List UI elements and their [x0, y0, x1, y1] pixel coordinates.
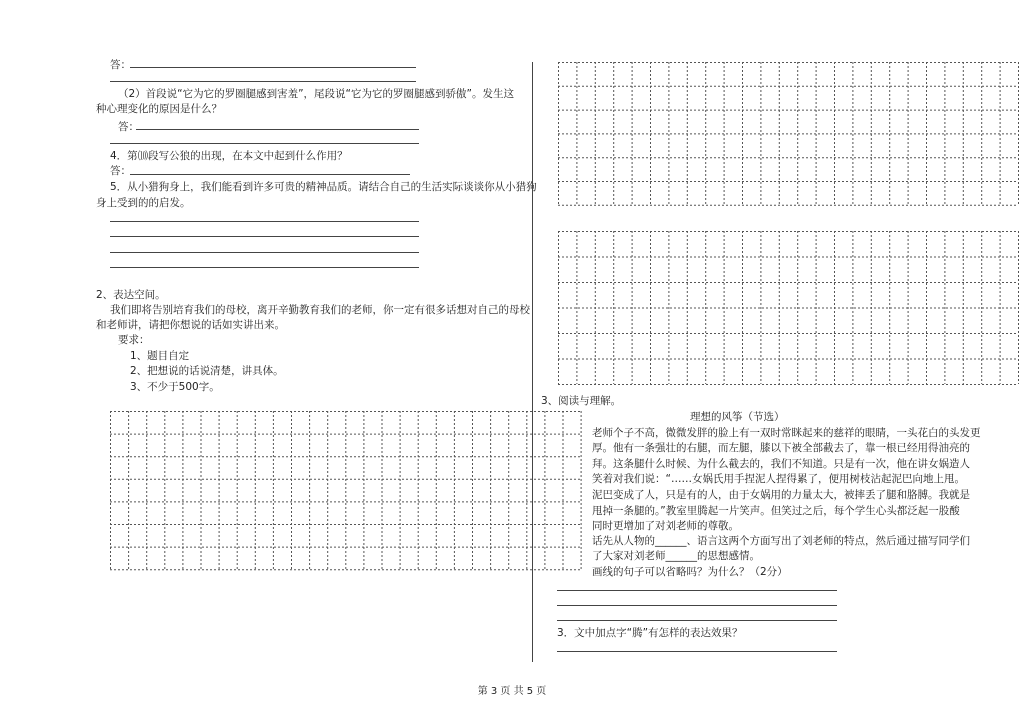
prompt-line2: 和老师讲，请把你想说的话如实讲出来。: [96, 319, 285, 331]
answer-label-4: 答：: [110, 165, 131, 177]
question-3: 3．文中加点字“腾”有怎样的表达效果？: [557, 627, 743, 639]
passage-line: 泥巴变成了人，只是有的人，由于女娲用的力量太大，被摔丢了腿和胳膊。我就是: [592, 489, 970, 501]
passage-line: 甩掉一条腿的。”教室里腾起一片笑声。但笑过之后，每个学生心头都泛起一股酸: [592, 505, 960, 517]
answer-label-1: 答：: [110, 59, 131, 71]
answer-line: [557, 605, 837, 606]
passage-line: 拜。这条腿什么时候、为什么截去的，我们不知道。只是有一次，他在讲女娲造人: [592, 458, 970, 470]
question-5-line2: 身上受到的的启发。: [96, 197, 191, 209]
question-1-line1: 话先从人物的______、语言这两个方面写出了刘老师的特点，然后通过描写同学们: [592, 535, 970, 547]
passage-line: 老师个子不高，微微发胖的脸上有一双时常眯起来的慈祥的眼睛，一头花白的头发更: [592, 427, 981, 439]
column-divider: [532, 62, 533, 662]
requirements-title: 要求：: [118, 334, 150, 346]
requirement-3: 3、不少于500字。: [130, 381, 220, 393]
answer-line: [110, 221, 419, 222]
answer-line: [110, 143, 419, 144]
passage-title: 理想的风筝（节选）: [690, 411, 785, 423]
requirement-1: 1、题目自定: [130, 350, 190, 362]
answer-line: [136, 129, 419, 130]
answer-line: [110, 81, 416, 82]
answer-line: [110, 252, 419, 253]
writing-grid-right-top: [558, 62, 1024, 208]
answer-line: [557, 651, 837, 652]
answer-line: [110, 236, 419, 237]
passage-line: 笑着对我们说：“……女娲氏用手捏泥人捏得累了，便用树枝沾起泥巴向地上甩。: [592, 473, 965, 485]
answer-line: [557, 590, 837, 591]
passage-line: 同时更增加了对刘老师的尊敬。: [592, 520, 739, 532]
question-5-line1: 5．从小猎狗身上，我们能看到许多可贵的精神品质。请结合自己的生活实际谈谈你从小猎狗: [110, 181, 537, 193]
passage-line: 厚。他有一条强壮的右腿，而左腿，膝以下被全部截去了，靠一根已经用得油亮的: [592, 442, 970, 454]
section-2-heading: 2、表达空间。: [96, 289, 166, 301]
question-1-line2: 了大家对刘老师______的思想感情。: [592, 550, 760, 562]
answer-line: [557, 620, 837, 621]
answer-line: [130, 67, 416, 68]
question-2-line2: 种心理变化的原因是什么？: [96, 103, 222, 115]
answer-line: [130, 174, 410, 175]
prompt-line1: 我们即将告别培育我们的母校，离开辛勤教育我们的老师，你一定有很多话想对自己的母校: [110, 304, 530, 316]
page-footer: 第 3 页 共 5 页: [477, 686, 547, 697]
question-4: 4．第⑽段写公狼的出现，在本文中起到什么作用？: [110, 150, 348, 162]
question-2: 画线的句子可以省略吗？为什么？（2分）: [592, 566, 788, 578]
requirement-2: 2、把想说的话说清楚，讲具体。: [130, 365, 284, 377]
section-3-heading: 3、阅读与理解。: [541, 395, 622, 407]
answer-label-2: 答：: [118, 121, 139, 133]
writing-grid-left: [110, 411, 590, 573]
writing-grid-right-bottom: [558, 231, 1024, 387]
question-2-line1: （2）首段说“它为它的罗圈腿感到害羞”，尾段说“它为它的罗圈腿感到骄傲”。发生这: [118, 88, 514, 100]
answer-line: [110, 267, 419, 268]
